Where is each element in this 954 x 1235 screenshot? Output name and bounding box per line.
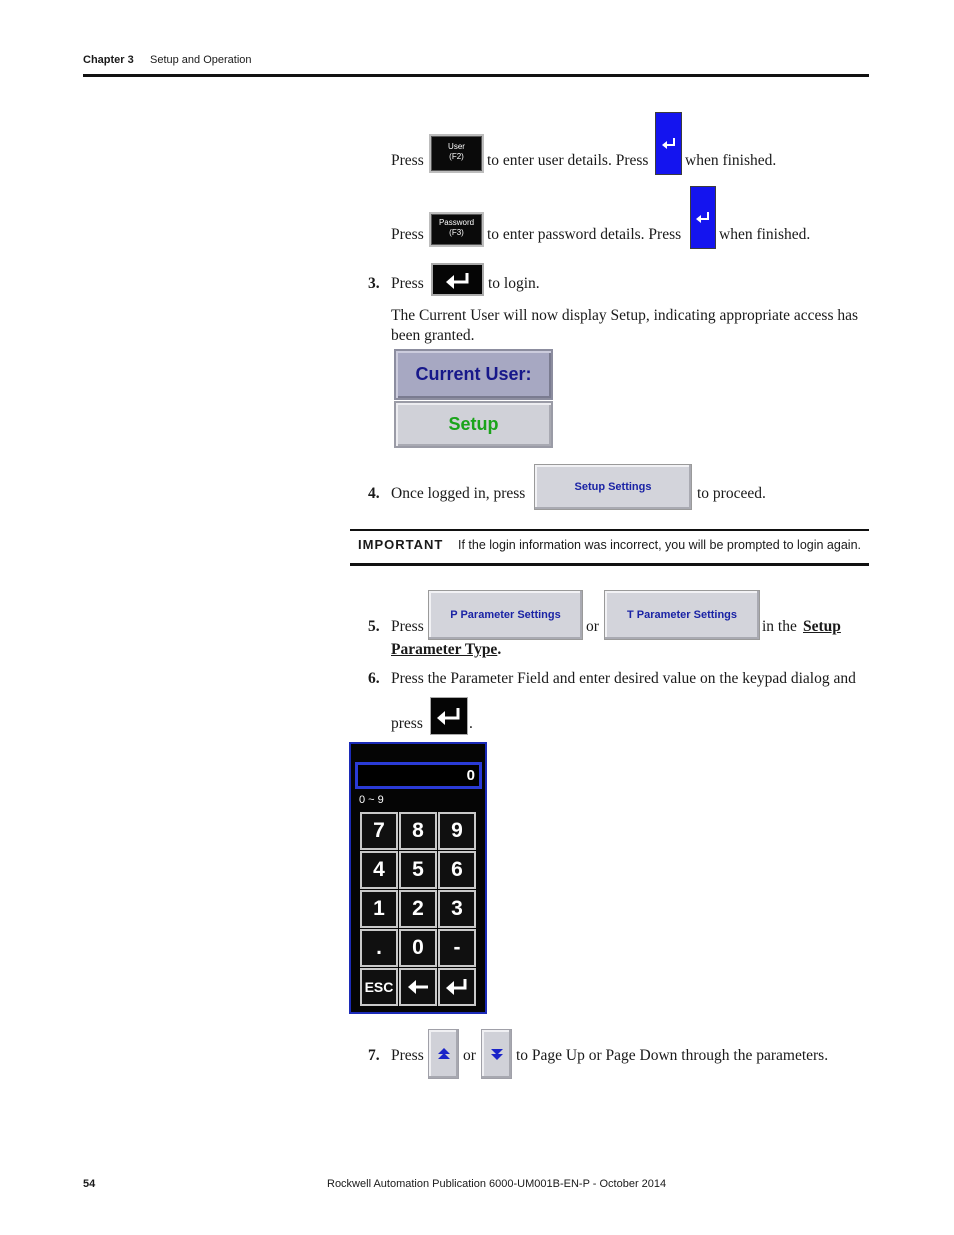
password-step-end: when finished. [719,226,811,243]
password-step-press: Press [391,226,424,243]
step3-press: Press [391,275,424,292]
user-step-end: when finished. [685,152,777,169]
current-user-label: Current User: [394,349,553,400]
user-f2-label-2: (F2) [449,152,464,161]
enter-arrow-icon [445,978,469,996]
header-chapter: Chapter 3 [83,54,134,66]
key-minus[interactable]: - [438,929,476,967]
enter-arrow-icon [436,706,462,726]
step5-press: Press [391,618,424,635]
important-label: IMPORTANT [358,537,444,552]
current-user-value: Setup [394,401,553,448]
key-2[interactable]: 2 [399,890,437,928]
step3-para-line1: The Current User will now display Setup, indicating appropriate access has [391,307,859,324]
footer-page-number: 54 [83,1178,96,1190]
current-user-panel [394,349,553,448]
step4-number: 4. [368,485,380,502]
user-step-press: Press [391,152,424,169]
key-4[interactable]: 4 [360,851,398,889]
password-step-middle: to enter password details. Press [487,226,682,243]
keypad-enter-sample-button[interactable] [430,697,468,735]
step5-link-line2-wrap [391,640,501,660]
password-f3-button[interactable] [429,212,484,247]
setup-parameter-type-link-2[interactable]: Parameter Type [391,641,498,658]
password-enter-button[interactable] [690,186,716,249]
step3-para-line2: been granted. [391,327,475,344]
step6-period: . [469,715,473,732]
step3-end: to login. [488,275,540,292]
key-enter[interactable] [438,968,476,1006]
user-f2-label-1: User [448,142,465,151]
step7-or: or [463,1047,476,1064]
key-8[interactable]: 8 [399,812,437,850]
step4-end: to proceed. [697,485,766,502]
key-6[interactable]: 6 [438,851,476,889]
password-f3-label-2: (F3) [449,228,464,237]
step5-period: . [497,641,502,658]
enter-arrow-icon [661,137,677,151]
footer-publication: Rockwell Automation Publication 6000-UM001B-EN-P - October 2014 [327,1178,667,1190]
p-parameter-settings-button[interactable]: P Parameter Settings [428,590,583,640]
step7-number: 7. [368,1047,380,1064]
step7-end: to Page Up or Page Down through the parameters. [516,1047,829,1064]
important-rule-bottom [350,563,869,566]
keypad-display[interactable]: 0 [355,762,482,789]
step6-number: 6. [368,670,380,687]
step6-line1: Press the Parameter Field and enter desired value on the keypad dialog and [391,670,856,687]
header-rule [83,74,869,77]
key-backspace[interactable] [399,968,437,1006]
important-text: If the login information was incorrect, you will be prompted to login again. [458,538,861,552]
setup-settings-button[interactable]: Setup Settings [534,464,692,510]
key-1[interactable]: 1 [360,890,398,928]
step4-text: Once logged in, press [391,485,526,502]
step5-or: or [586,618,599,635]
key-decimal[interactable]: . [360,929,398,967]
left-arrow-icon [407,979,429,995]
key-0[interactable]: 0 [399,929,437,967]
header-section: Setup and Operation [150,54,252,66]
step7-press: Press [391,1047,424,1064]
important-rule-top [350,529,869,531]
page-up-button[interactable] [428,1029,459,1079]
page-up-icon [437,1047,451,1061]
password-f3-label-1: Password [438,218,475,227]
step6-press: press [391,715,423,732]
page-down-icon [490,1047,504,1061]
user-f2-button[interactable] [429,134,484,173]
user-step-middle: to enter user details. Press [487,152,649,169]
key-9[interactable]: 9 [438,812,476,850]
step5-in-the: in the [762,618,797,635]
t-parameter-settings-button[interactable]: T Parameter Settings [604,590,760,640]
enter-arrow-icon [695,211,711,225]
setup-parameter-type-link-1[interactable]: Setup [803,618,841,635]
page-down-button[interactable] [481,1029,512,1079]
login-enter-button[interactable] [431,263,484,296]
step3-number: 3. [368,275,380,292]
key-7[interactable]: 7 [360,812,398,850]
key-esc[interactable]: ESC [360,968,398,1006]
enter-arrow-icon [445,271,471,289]
step5-number: 5. [368,618,380,635]
key-3[interactable]: 3 [438,890,476,928]
keypad-range: 0 ~ 9 [359,794,384,806]
key-5[interactable]: 5 [399,851,437,889]
user-enter-button[interactable] [655,112,682,175]
